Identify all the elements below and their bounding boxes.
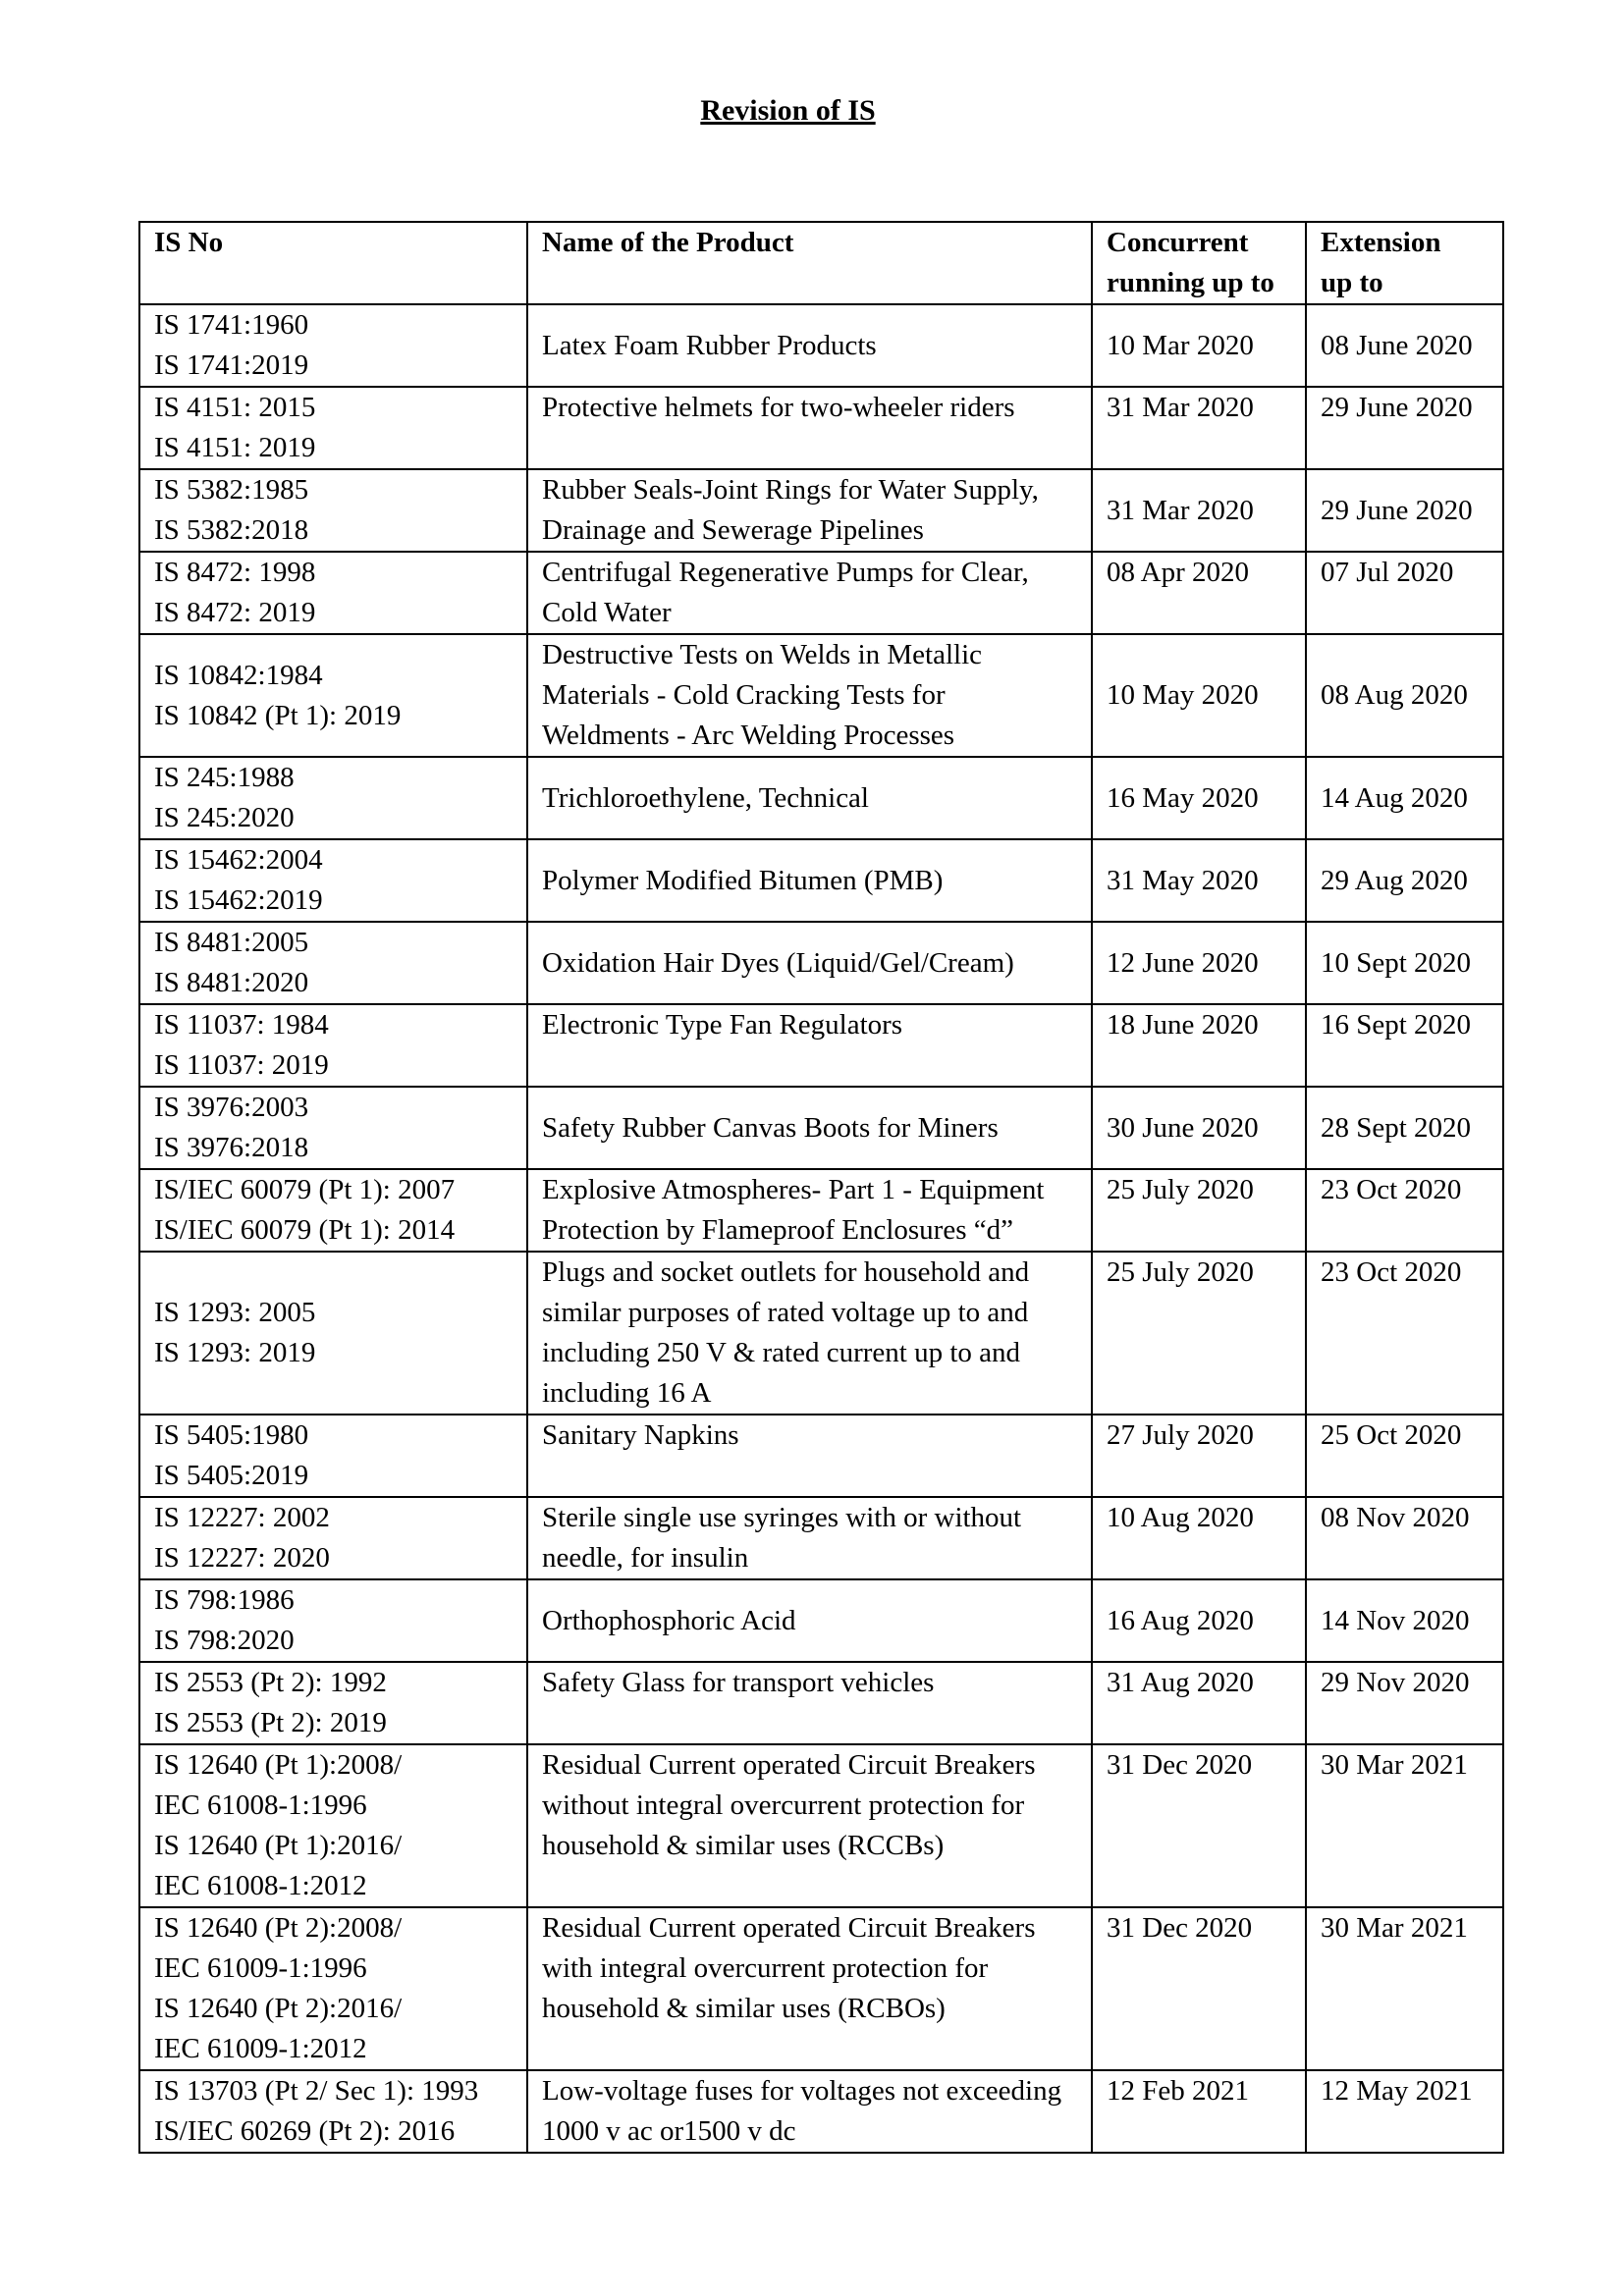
is-number: IS 5382:1985 — [154, 474, 309, 506]
table-row — [139, 1579, 1503, 1662]
concurrent-date-cell: 16 Aug 2020 — [1092, 1579, 1306, 1662]
concurrent-date-cell: 31 May 2020 — [1092, 839, 1306, 922]
table-row — [139, 634, 1503, 757]
is-number-cell — [139, 1662, 527, 1744]
product-name-cell: Residual Current operated Circuit Breakers with integral overcurrent protection for household & similar uses (RCBOs) — [527, 1907, 1092, 2070]
is-number: IS 798:1986 — [154, 1584, 295, 1616]
is-number-cell — [139, 1169, 527, 1252]
product-name-cell: Latex Foam Rubber Products — [527, 304, 1092, 387]
extension-date-cell: 30 Mar 2021 — [1306, 1744, 1503, 1907]
extension-date-cell: 23 Oct 2020 — [1306, 1252, 1503, 1415]
is-number: IS 1293: 2019 — [154, 1337, 316, 1368]
is-number: IS 10842 (Pt 1): 2019 — [154, 699, 402, 731]
table-row — [139, 1497, 1503, 1579]
table-row — [139, 1662, 1503, 1744]
is-number-cell — [139, 922, 527, 1004]
product-name-cell: Safety Glass for transport vehicles — [527, 1662, 1092, 1744]
is-number: IS 8481:2005 — [154, 927, 309, 958]
product-name-cell: Destructive Tests on Welds in Metallic Materials - Cold Cracking Tests for Weldments - Arc Welding Processes — [527, 634, 1092, 757]
is-number: IS 4151: 2019 — [154, 432, 316, 463]
is-number-cell — [139, 1087, 527, 1169]
table-row — [139, 1087, 1503, 1169]
table-row — [139, 387, 1503, 469]
is-number: IEC 61009-1:1996 — [154, 1952, 367, 1984]
is-number: IEC 61008-1:2012 — [154, 1870, 367, 1901]
extension-date-cell: 08 Aug 2020 — [1306, 634, 1503, 757]
concurrent-date-cell: 31 Dec 2020 — [1092, 1907, 1306, 2070]
concurrent-date-cell: 25 July 2020 — [1092, 1169, 1306, 1252]
is-number-cell — [139, 387, 527, 469]
is-number: IS 12640 (Pt 2):2008/ — [154, 1912, 403, 1944]
is-number: IS 2553 (Pt 2): 1992 — [154, 1667, 387, 1698]
is-number: IS/IEC 60269 (Pt 2): 2016 — [154, 2115, 456, 2147]
extension-date-cell: 28 Sept 2020 — [1306, 1087, 1503, 1169]
is-number: IS 10842:1984 — [154, 659, 323, 691]
concurrent-date-cell: 25 July 2020 — [1092, 1252, 1306, 1415]
concurrent-date-cell: 30 June 2020 — [1092, 1087, 1306, 1169]
extension-date-cell: 30 Mar 2021 — [1306, 1907, 1503, 2070]
extension-date-cell: 29 June 2020 — [1306, 387, 1503, 469]
table-header-row — [139, 222, 1503, 304]
is-number: IS 8472: 2019 — [154, 597, 316, 628]
table-row — [139, 469, 1503, 552]
is-number: IEC 61009-1:2012 — [154, 2033, 367, 2064]
concurrent-date-cell: 31 Mar 2020 — [1092, 469, 1306, 552]
table-row — [139, 1004, 1503, 1087]
extension-date-cell: 23 Oct 2020 — [1306, 1169, 1503, 1252]
is-number-cell — [139, 1907, 527, 2070]
is-number: IS 12227: 2002 — [154, 1502, 330, 1533]
is-number: IS/IEC 60079 (Pt 1): 2007 — [154, 1174, 456, 1205]
is-number: IS 11037: 2019 — [154, 1049, 329, 1081]
product-name-cell: Centrifugal Regenerative Pumps for Clear, Cold Water — [527, 552, 1092, 634]
is-number: IS 12227: 2020 — [154, 1542, 330, 1574]
concurrent-date-cell: 31 Dec 2020 — [1092, 1744, 1306, 1907]
extension-date-cell: 12 May 2021 — [1306, 2070, 1503, 2153]
product-name-cell: Trichloroethylene, Technical — [527, 757, 1092, 839]
is-number: IS 15462:2004 — [154, 844, 323, 876]
is-number: IS 8481:2020 — [154, 967, 309, 998]
product-name-cell: Oxidation Hair Dyes (Liquid/Gel/Cream) — [527, 922, 1092, 1004]
table-row — [139, 2070, 1503, 2153]
extension-date-cell: 25 Oct 2020 — [1306, 1415, 1503, 1497]
concurrent-date-cell: 08 Apr 2020 — [1092, 552, 1306, 634]
table-row — [139, 1744, 1503, 1907]
table-row — [139, 757, 1503, 839]
extension-date-cell: 08 Nov 2020 — [1306, 1497, 1503, 1579]
is-number: IS 12640 (Pt 1):2016/ — [154, 1830, 403, 1861]
is-number: IS 2553 (Pt 2): 2019 — [154, 1707, 387, 1738]
is-number-cell — [139, 1744, 527, 1907]
header-extension: Extension up to — [1306, 222, 1503, 304]
extension-date-cell: 07 Jul 2020 — [1306, 552, 1503, 634]
extension-date-cell: 29 Nov 2020 — [1306, 1662, 1503, 1744]
is-number: IS 3976:2003 — [154, 1092, 309, 1123]
is-number: IS 12640 (Pt 1):2008/ — [154, 1749, 403, 1781]
concurrent-date-cell: 31 Mar 2020 — [1092, 387, 1306, 469]
is-number: IEC 61008-1:1996 — [154, 1789, 367, 1821]
table-row — [139, 1169, 1503, 1252]
is-number-cell — [139, 1004, 527, 1087]
is-number: IS 8472: 1998 — [154, 557, 316, 588]
is-number-cell — [139, 1252, 527, 1415]
revision-table — [138, 221, 1504, 2154]
is-number: IS 5405:2019 — [154, 1460, 309, 1491]
product-name-cell: Residual Current operated Circuit Breakers without integral overcurrent protection for household & similar uses (RCCBs) — [527, 1744, 1092, 1907]
header-is-no: IS No — [139, 222, 527, 304]
is-number-cell — [139, 757, 527, 839]
is-number-cell — [139, 634, 527, 757]
is-number-cell — [139, 1415, 527, 1497]
product-name-cell: Low-voltage fuses for voltages not exceeding 1000 v ac or1500 v dc — [527, 2070, 1092, 2153]
is-number-cell — [139, 469, 527, 552]
extension-date-cell: 08 June 2020 — [1306, 304, 1503, 387]
header-product: Name of the Product — [527, 222, 1092, 304]
product-name-cell: Rubber Seals-Joint Rings for Water Supply, Drainage and Sewerage Pipelines — [527, 469, 1092, 552]
product-name-cell: Sterile single use syringes with or without needle, for insulin — [527, 1497, 1092, 1579]
table-row — [139, 1252, 1503, 1415]
extension-date-cell: 14 Aug 2020 — [1306, 757, 1503, 839]
is-number: IS 3976:2018 — [154, 1132, 309, 1163]
table-row — [139, 922, 1503, 1004]
is-number: IS 1741:1960 — [154, 309, 309, 341]
extension-date-cell: 10 Sept 2020 — [1306, 922, 1503, 1004]
is-number-cell — [139, 304, 527, 387]
product-name-cell: Protective helmets for two-wheeler riders — [527, 387, 1092, 469]
table-row — [139, 304, 1503, 387]
product-name-cell: Orthophosphoric Acid — [527, 1579, 1092, 1662]
product-name-cell: Electronic Type Fan Regulators — [527, 1004, 1092, 1087]
table-row — [139, 552, 1503, 634]
extension-date-cell: 16 Sept 2020 — [1306, 1004, 1503, 1087]
concurrent-date-cell: 12 June 2020 — [1092, 922, 1306, 1004]
is-number: IS 1741:2019 — [154, 349, 309, 381]
is-number-cell — [139, 1579, 527, 1662]
is-number-cell — [139, 1497, 527, 1579]
is-number: IS 245:2020 — [154, 802, 295, 833]
page-title: Revision of IS — [700, 94, 876, 127]
extension-date-cell: 29 June 2020 — [1306, 469, 1503, 552]
is-number: IS 12640 (Pt 2):2016/ — [154, 1993, 403, 2024]
product-name-cell: Explosive Atmospheres- Part 1 - Equipment Protection by Flameproof Enclosures “d” — [527, 1169, 1092, 1252]
product-name-cell: Polymer Modified Bitumen (PMB) — [527, 839, 1092, 922]
concurrent-date-cell: 18 June 2020 — [1092, 1004, 1306, 1087]
is-number: IS 5382:2018 — [154, 514, 309, 546]
is-number: IS 11037: 1984 — [154, 1009, 329, 1041]
is-number-cell — [139, 552, 527, 634]
header-concurrent: Concurrent running up to — [1092, 222, 1306, 304]
is-number: IS/IEC 60079 (Pt 1): 2014 — [154, 1214, 456, 1246]
table-row — [139, 839, 1503, 922]
extension-date-cell: 29 Aug 2020 — [1306, 839, 1503, 922]
concurrent-date-cell: 27 July 2020 — [1092, 1415, 1306, 1497]
is-number: IS 245:1988 — [154, 762, 295, 793]
is-number: IS 13703 (Pt 2/ Sec 1): 1993 — [154, 2075, 479, 2107]
is-number: IS 15462:2019 — [154, 884, 323, 916]
is-number: IS 5405:1980 — [154, 1419, 309, 1451]
product-name-cell: Sanitary Napkins — [527, 1415, 1092, 1497]
product-name-cell: Safety Rubber Canvas Boots for Miners — [527, 1087, 1092, 1169]
table-row — [139, 1907, 1503, 2070]
concurrent-date-cell: 16 May 2020 — [1092, 757, 1306, 839]
concurrent-date-cell: 12 Feb 2021 — [1092, 2070, 1306, 2153]
concurrent-date-cell: 10 Aug 2020 — [1092, 1497, 1306, 1579]
concurrent-date-cell: 10 May 2020 — [1092, 634, 1306, 757]
is-number-cell — [139, 2070, 527, 2153]
extension-date-cell: 14 Nov 2020 — [1306, 1579, 1503, 1662]
concurrent-date-cell: 10 Mar 2020 — [1092, 304, 1306, 387]
product-name-cell: Plugs and socket outlets for household and similar purposes of rated voltage up to and including 250 V & rated current up to and including 16 A — [527, 1252, 1092, 1415]
is-number-cell — [139, 839, 527, 922]
is-number: IS 1293: 2005 — [154, 1297, 316, 1328]
is-number: IS 4151: 2015 — [154, 392, 316, 423]
concurrent-date-cell: 31 Aug 2020 — [1092, 1662, 1306, 1744]
table-row — [139, 1415, 1503, 1497]
is-number: IS 798:2020 — [154, 1625, 295, 1656]
